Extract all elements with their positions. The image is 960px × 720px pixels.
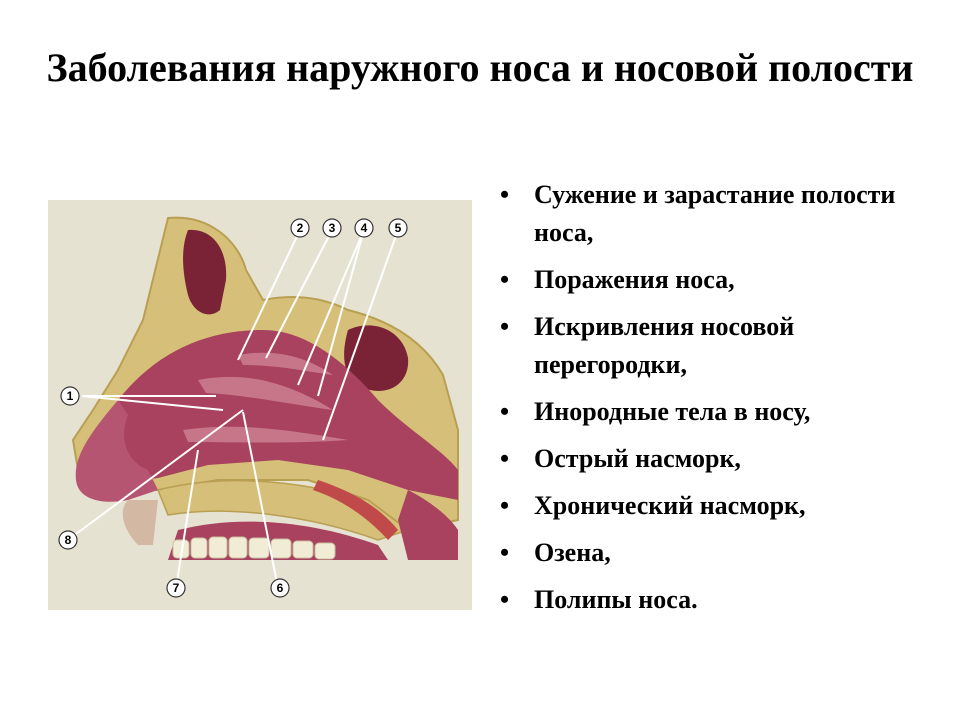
svg-text:3: 3 xyxy=(328,221,336,235)
marker-8 xyxy=(59,531,77,549)
svg-text:1: 1 xyxy=(66,389,74,403)
list-item: • Озена, xyxy=(496,534,936,572)
marker-2 xyxy=(291,219,309,237)
svg-text:2: 2 xyxy=(296,221,304,235)
list-item: • Хронический насморк, xyxy=(496,487,936,525)
svg-text:6: 6 xyxy=(276,581,284,595)
svg-text:5: 5 xyxy=(394,221,402,235)
slide-title: Заболевания наружного носа и носовой полости xyxy=(46,45,914,90)
upper-lip xyxy=(123,500,158,545)
list-item: • Полипы носа. xyxy=(496,581,936,619)
marker-6 xyxy=(271,579,289,597)
marker-7 xyxy=(167,579,185,597)
nasal-cavity-illustration xyxy=(48,200,472,610)
svg-text:7: 7 xyxy=(172,581,180,595)
marker-1 xyxy=(61,387,79,405)
marker-5 xyxy=(389,219,407,237)
list-item: • Сужение и зарастание полости носа, xyxy=(496,176,936,252)
svg-text:4: 4 xyxy=(360,221,368,235)
list-item: • Поражения носа, xyxy=(496,261,936,299)
list-item: • Искривления носовой перегородки, xyxy=(496,308,936,384)
nasal-cavity-anatomy-image xyxy=(48,200,472,610)
disease-list xyxy=(496,176,936,628)
marker-3 xyxy=(323,219,341,237)
list-item: • Инородные тела в носу, xyxy=(496,393,936,431)
list-item: • Острый насморк, xyxy=(496,440,936,478)
marker-4 xyxy=(355,219,373,237)
svg-text:8: 8 xyxy=(64,533,72,547)
